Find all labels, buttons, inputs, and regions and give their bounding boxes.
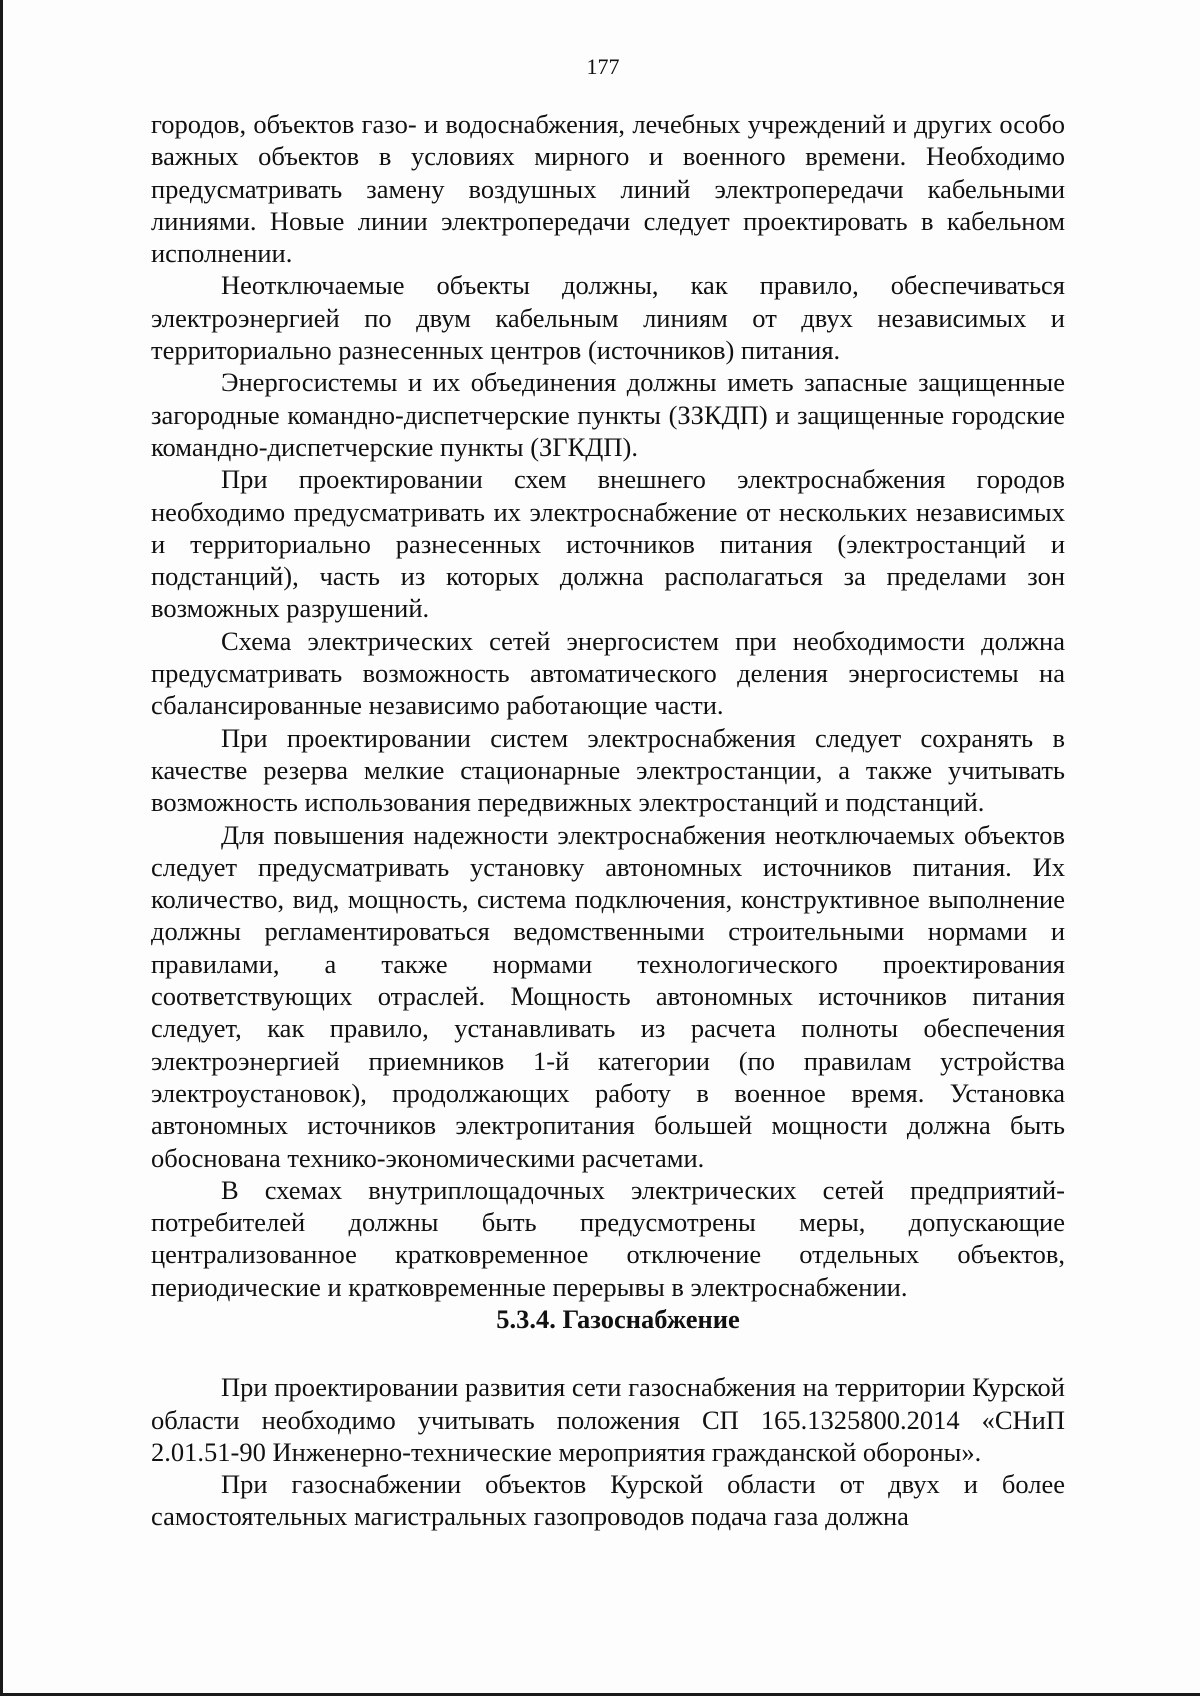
paragraph: При проектировании развития сети газоснабжения на территории Курской области необходимо учитывать положения СП 165.1325800.2014 «СНиП 2.01.51-90 Инженерно-технические мероприятия гражданской обороны». <box>151 1372 1065 1467</box>
paragraph: В схемах внутриплощадочных электрических сетей предприятий-потребителей должны быть предусмотрены меры, допускающие централизованное кратковременное отключение отдельных объектов, периодические и кратковременные перерывы в электроснабжении. <box>151 1174 1065 1302</box>
paragraph: Неотключаемые объекты должны, как правило, обеспечиваться электроэнергией по двум кабельным линиям от двух независимых и территориально разнесенных центров (источников) питания. <box>151 270 1065 366</box>
page-number: 177 <box>586 54 620 79</box>
document-body <box>151 108 1065 1533</box>
paragraph: городов, объектов газо- и водоснабжения, лечебных учреждений и других особо важных объектов в условиях мирного и военного времени. Необходимо предусматривать замену воздушных линий электропередачи кабельными линиями. Новые линии электропередачи следует проектировать в кабельном исполнении. <box>151 109 1065 269</box>
paragraph: При проектировании систем электроснабжения следует сохранять в качестве резерва мелкие стационарные электростанции, а также учитывать возможность использования передвижных электростанций и подстанций. <box>151 722 1065 818</box>
paragraph: При газоснабжении объектов Курской области от двух и более самостоятельных магистральных газопроводов подача газа должна <box>151 1469 1065 1532</box>
paragraph: Для повышения надежности электроснабжения неотключаемых объектов следует предусматривать установку автономных источников питания. Их количество, вид, мощность, система подключения, конструктивное выполнение должны регламентироваться ведомственными строительными нормами и правилами, а также нормами технологического проектирования соответствующих отраслей. Мощность автономных источников питания следует, как правило, устанавливать из расчета полноты обеспечения электроэнергией приемников 1-й категории (по правилам устройства электроустановок), продолжающих работу в военное время. Установка автономных источников электропитания большей мощности должна быть обоснована технико-экономическими расчетами. <box>151 819 1065 1173</box>
paragraph: Схема электрических сетей энергосистем при необходимости должна предусматривать возможность автоматического деления энергосистемы на сбалансированные независимо работающие части. <box>151 625 1065 721</box>
section-spacer <box>151 1335 1065 1371</box>
section-heading: 5.3.4. Газоснабжение <box>496 1303 740 1334</box>
paragraph: Энергосистемы и их объединения должны иметь запасные защищенные загородные командно-диспетчерские пункты (ЗЗКДП) и защищенные городские командно-диспетчерские пункты (ЗГКДП). <box>151 367 1065 462</box>
paragraph: При проектировании схем внешнего электроснабжения городов необходимо предусматривать их электроснабжение от нескольких независимых и территориально разнесенных источников питания (электростанций и подстанций), часть из которых должна располагаться за пределами зон возможных разрушений. <box>151 464 1065 624</box>
